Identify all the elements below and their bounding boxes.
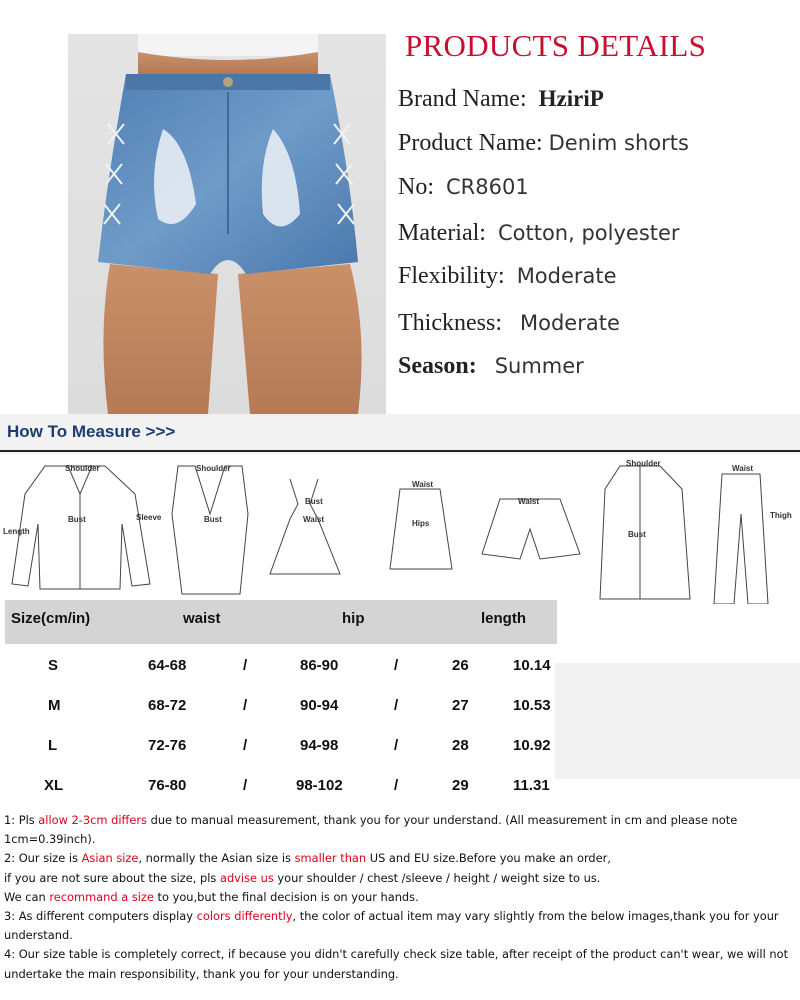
- size-table-header: [5, 600, 557, 644]
- label-thigh: Thigh: [770, 511, 792, 520]
- shirt-sketch: [12, 466, 150, 589]
- label-waist: Waist: [412, 480, 434, 489]
- detail-number: No: CR8601: [398, 174, 529, 200]
- note-6: 4: Our size table is completely correct, if because you didn't carefully check size table, after receipt of the product can't wear, we will not undertake the main responsibility, thank you for your understanding.: [4, 947, 789, 981]
- dress-sketch: [270, 479, 340, 574]
- size-table: [5, 600, 557, 644]
- note-highlight: Asian size: [81, 851, 139, 866]
- how-to-measure-bar: [0, 414, 800, 454]
- note-4: We can recommand a size to you,but the final decision is on your hands.: [4, 889, 419, 904]
- label-bust: Bust: [68, 515, 86, 524]
- detail-flexibility: Flexibility: Moderate: [398, 263, 617, 289]
- detail-product-name: Product Name: Denim shorts: [398, 130, 689, 156]
- label-length: Length: [3, 527, 30, 536]
- note-1: 1: Pls allow 2-3cm differs due to manual measurement, thank you for your understand. (All measurement in cm and please note 1cm=0.39inch).: [4, 813, 738, 847]
- header-hip: hip: [342, 610, 365, 627]
- note-5: 3: As different computers display colors differently, the color of actual item may vary slightly from the below images,thank you for your understand.: [4, 909, 779, 943]
- label-shoulder-3: Shoulder: [626, 459, 661, 468]
- how-to-measure-title: How To Measure >>>: [7, 422, 176, 441]
- header-length: length: [481, 610, 526, 627]
- note-highlight: advise us: [219, 870, 274, 885]
- tank-sketch: [172, 466, 248, 594]
- note-highlight: colors differently: [196, 909, 293, 924]
- product-photo: [68, 34, 386, 414]
- divider: [0, 450, 800, 452]
- row-band: [555, 663, 800, 779]
- label-waist-3: Waist: [518, 497, 540, 506]
- brand-value: HziriP: [538, 86, 604, 111]
- header-waist: waist: [183, 610, 221, 627]
- note-2: 2: Our size is Asian size, normally the Asian size is smaller than US and EU size.Before you make an order,: [4, 851, 611, 866]
- skirt-sketch: [390, 489, 452, 569]
- header-size: Size(cm/in): [11, 610, 91, 627]
- label-bust-2: Bust: [204, 515, 222, 524]
- label-shoulder: Shoulder: [65, 464, 100, 473]
- note-highlight: allow 2-3cm differs: [38, 813, 147, 827]
- note-highlight: smaller than: [294, 851, 367, 866]
- notes: [4, 811, 798, 984]
- label-hips: Hips: [412, 519, 430, 528]
- detail-thickness: Thickness: Moderate: [398, 310, 620, 336]
- detail-brand: Brand Name: HziriP: [398, 86, 604, 112]
- label-shoulder-2: Shoulder: [196, 464, 231, 473]
- detail-material: Material: Cotton, polyester: [398, 220, 680, 246]
- detail-season: Season: Summer: [398, 353, 584, 379]
- page-title: PRODUCTS DETAILS: [405, 28, 707, 63]
- label-waist-4: Waist: [732, 464, 754, 473]
- denim-shorts-illustration: [68, 34, 386, 414]
- label-bust-3: Bust: [305, 497, 323, 506]
- label-waist-2: Waist: [303, 515, 325, 524]
- label-sleeve: Sleeve: [136, 513, 162, 522]
- measurement-sketches: [0, 454, 800, 604]
- note-highlight: recommand a size: [49, 889, 154, 904]
- label-bust-4: Bust: [628, 530, 646, 539]
- shorts-sketch: [482, 499, 580, 559]
- note-3: if you are not sure about the size, pls advise us your shoulder / chest /sleeve / height / weight size to us.: [4, 870, 601, 885]
- pants-sketch: [714, 474, 768, 604]
